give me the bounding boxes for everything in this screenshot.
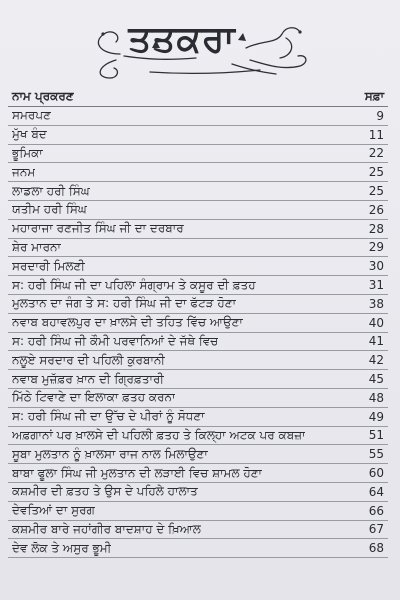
- toc-entry: [8, 351, 388, 370]
- toc-entry: [8, 502, 388, 521]
- toc-entry-page-number: 55: [368, 447, 384, 462]
- toc-entry-page-number: 28: [368, 221, 384, 236]
- toc-entry-title: ਅਫ਼ਗਾਨਾਂ ਪਰ ਖ਼ਾਲਸੇ ਦੀ ਪਹਿਲੀ ਫ਼ਤਹ ਤੇ ਕਿਲ੍ਹਾ ਅਟਕ ਪਰ ਕਬਜ਼ਾ: [12, 427, 306, 442]
- toc-entry: [8, 539, 388, 558]
- toc-entry-title: ਜਨਮ: [12, 164, 36, 179]
- toc-entry-title: ਦੇਵਤਿਆਂ ਦਾ ਸੁਰਗ: [12, 503, 95, 518]
- toc-entry-page-number: 45: [368, 372, 384, 387]
- toc-entry: [8, 182, 388, 201]
- toc-entries: [8, 107, 388, 558]
- table-of-contents: [8, 86, 388, 558]
- toc-entry-page-number: 9: [376, 108, 384, 123]
- toc-entry-title: ਨਵਾਬ ਮੁਜ਼ੱਫ਼ਰ ਖ਼ਾਨ ਦੀ ਗ੍ਰਿਫ਼ਤਾਰੀ: [12, 371, 165, 386]
- toc-entry: [8, 464, 388, 483]
- toc-header-chapter-label: ਨਾਮ ਪ੍ਰਕਰਣ: [12, 89, 74, 103]
- toc-entry: [8, 521, 388, 540]
- toc-entry-page-number: 25: [368, 184, 384, 199]
- toc-entry: [8, 107, 388, 126]
- toc-entry-page-number: 49: [368, 409, 384, 424]
- toc-entry-page-number: 60: [368, 466, 384, 481]
- toc-entry: [8, 126, 388, 145]
- toc-entry-page-number: 31: [368, 278, 384, 293]
- toc-header-row: [8, 86, 388, 107]
- toc-entry: [8, 483, 388, 502]
- toc-entry-page-number: 26: [368, 202, 384, 217]
- toc-entry-title: ਕਸ਼ਮੀਰ ਬਾਰੇ ਜਹਾਂਗੀਰ ਬਾਦਸ਼ਾਹ ਦੇ ਖ਼ਿਆਲ: [12, 521, 201, 536]
- toc-entry-title: ਸ: ਹਰੀ ਸਿੰਘ ਜੀ ਦਾ ਪਹਿਲਾ ਸੰਗ੍ਰਾਮ ਤੇ ਕਸੂਰ ਦੀ ਫ਼ਤਹ: [12, 277, 256, 292]
- toc-entry-page-number: 48: [368, 390, 384, 405]
- toc-entry-page-number: 40: [368, 315, 384, 330]
- toc-entry-title: ਲਾਡਲਾ ਹਰੀ ਸਿੰਘ: [12, 183, 90, 198]
- toc-entry-page-number: 11: [368, 127, 384, 142]
- header-ornament: [0, 0, 400, 86]
- toc-entry-title: ਸ: ਹਰੀ ਸਿੰਘ ਜੀ ਦਾ ਉੱਚ ਦੇ ਪੀਰਾਂ ਨੂੰ ਸੋਧਣਾ: [12, 409, 205, 424]
- toc-entry-page-number: 25: [368, 165, 384, 180]
- toc-entry-title: ਬਾਬਾ ਫੂਲਾ ਸਿੰਘ ਜੀ ਮੁਲਤਾਨ ਦੀ ਲੜਾਈ ਵਿਚ ਸ਼ਾਮਲ ਹੋਣਾ: [12, 465, 262, 480]
- toc-entry-title: ਕਸ਼ਮੀਰ ਦੀ ਫ਼ਤਹ ਤੇ ਉਸ ਦੇ ਪਹਿਲੇ ਹਾਲਾਤ: [12, 484, 198, 499]
- toc-entry: [8, 201, 388, 220]
- toc-entry-title: ਭੂਮਿਕਾ: [12, 145, 43, 160]
- toc-entry: [8, 220, 388, 239]
- toc-entry-page-number: 30: [368, 259, 384, 274]
- toc-entry: [8, 370, 388, 389]
- toc-entry-page-number: 67: [368, 522, 384, 537]
- toc-entry-title: ਸਰਦਾਰੀ ਮਿਲਣੀ: [12, 258, 85, 273]
- toc-entry-title: ਨਵਾਬ ਬਹਾਵਲਪੁਰ ਦਾ ਖ਼ਾਲਸੇ ਦੀ ਤਹਿਤ ਵਿੱਚ ਆਉਣਾ: [12, 315, 243, 330]
- toc-entry-title: ਮੁਲਤਾਨ ਦਾ ਜੰਗ ਤੇ ਸ: ਹਰੀ ਸਿੰਘ ਜੀ ਦਾ ਫੱਟੜ ਹੋਣਾ: [12, 296, 237, 311]
- toc-entry: [8, 163, 388, 182]
- toc-entry: [8, 445, 388, 464]
- toc-entry: [8, 427, 388, 446]
- toc-header-page-label: ਸਫ਼ਾ: [364, 89, 384, 103]
- toc-entry: [8, 276, 388, 295]
- toc-entry-title: ਦੇਵ ਲੋਕ ਤੇ ਅਸੁਰ ਭੂਮੀ: [12, 540, 112, 555]
- toc-entry-page-number: 42: [368, 353, 384, 368]
- toc-entry: [8, 333, 388, 352]
- toc-entry: [8, 314, 388, 333]
- toc-entry-page-number: 64: [368, 484, 384, 499]
- toc-entry-title: ਸ: ਹਰੀ ਸਿੰਘ ਜੀ ਕੌਮੀ ਪਰਵਾਨਿਆਂ ਦੇ ਜੱਥੇ ਵਿਚ: [12, 333, 219, 348]
- toc-entry-title: ਨਲੂਏ ਸਰਦਾਰ ਦੀ ਪਹਿਲੀ ਕੁਰਬਾਨੀ: [12, 352, 166, 367]
- toc-entry-page-number: 41: [368, 334, 384, 349]
- toc-entry-page-number: 29: [368, 240, 384, 255]
- toc-entry-page-number: 66: [368, 503, 384, 518]
- toc-entry-title: ਸ਼ੇਰ ਮਾਰਨਾ: [12, 239, 61, 254]
- page-title: ਤਤਕਰਾ: [128, 19, 236, 60]
- toc-entry: [8, 408, 388, 427]
- toc-entry: [8, 257, 388, 276]
- toc-entry: [8, 389, 388, 408]
- toc-entry-page-number: 51: [368, 428, 384, 443]
- toc-entry: [8, 239, 388, 258]
- toc-entry-title: ਸੂਬਾ ਮੁਲਤਾਨ ਨੂੰ ਖ਼ਾਲਸਾ ਰਾਜ ਨਾਲ ਮਿਲਾਉਣਾ: [12, 446, 208, 461]
- toc-entry-title: ਸਮਰਪਣ: [12, 108, 51, 123]
- toc-entry: [8, 295, 388, 314]
- toc-entry-page-number: 38: [368, 296, 384, 311]
- toc-entry: [8, 145, 388, 164]
- toc-entry-title: ਮਿੱਠੇ ਟਿਵਾਣੇ ਦਾ ਇਲਾਕਾ ਫ਼ਤਹ ਕਰਨਾ: [12, 390, 176, 405]
- toc-entry-page-number: 22: [368, 146, 384, 161]
- toc-entry-title: ਯਤੀਮ ਹਰੀ ਸਿੰਘ: [12, 202, 87, 217]
- toc-entry-title: ਮਹਾਰਾਜਾ ਰਣਜੀਤ ਸਿੰਘ ਜੀ ਦਾ ਦਰਬਾਰ: [12, 221, 184, 236]
- toc-entry-title: ਮੁੱਖ ਬੰਦ: [12, 127, 47, 142]
- toc-entry-page-number: 68: [368, 541, 384, 556]
